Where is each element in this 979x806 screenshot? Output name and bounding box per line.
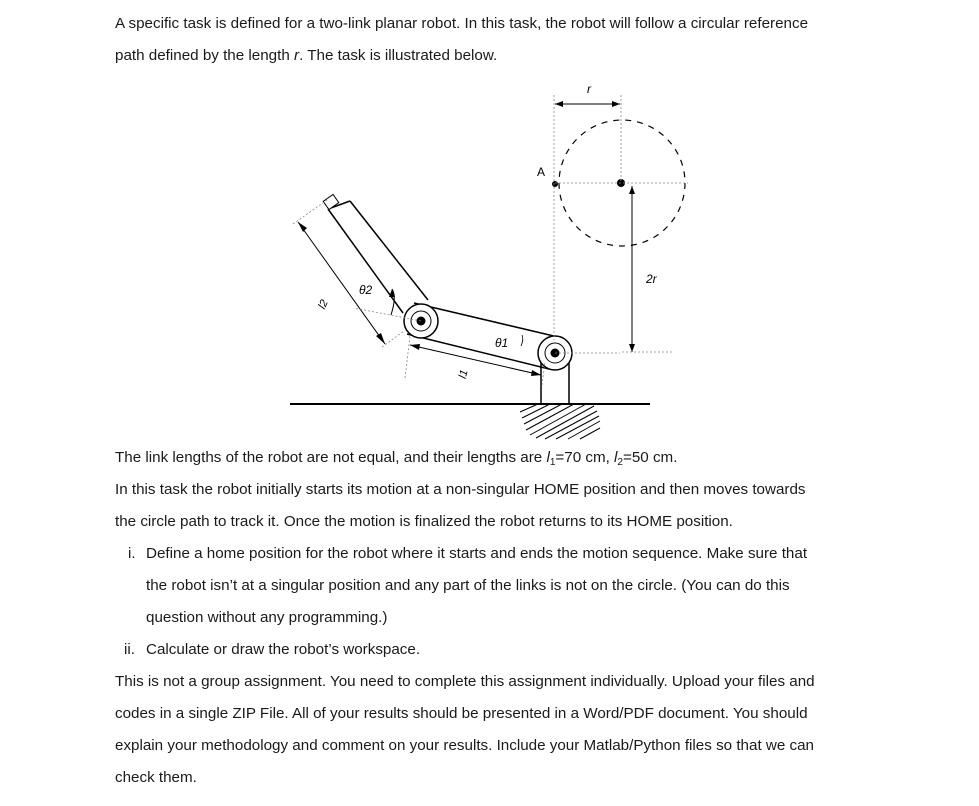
label-2r: 2r [646,272,657,286]
question-1-line-1: i. Define a home position for the robot where it starts and ends the motion sequence. Make sure that [128,538,867,570]
closing-line-1: This is not a group assignment. You need to complete this assignment individually. Upload your files and [115,673,815,690]
dimension-l2 [293,200,404,347]
label-l1: l1 [456,368,471,380]
dimension-r [555,101,620,107]
dimension-l1 [405,336,545,385]
label-r: r [587,82,591,96]
label-theta1: θ1 [495,336,509,350]
question-1-line-3: question without any programming.) [146,609,388,626]
link-lengths-line: The link lengths of the robot are not equal, and their lengths are $l_1=70$ cm, $l_2=50$ cm. [115,449,678,468]
task-line-2: the circle path to track it. Once the motion is finalized the robot returns to its HOME position. [115,513,733,530]
ground-hatch [520,404,600,439]
label-theta2: θ2 [359,283,373,297]
question-1-line-2: the robot isn’t at a singular position and any part of the links is not on the circle. (You can do this [146,577,790,594]
question-2-number: ii. [124,641,135,658]
intro-line-2: path defined by the length r. The task is illustrated below. [115,47,498,64]
link-2 [323,194,428,313]
dimension-2r [622,186,672,352]
task-line-1: In this task the robot initially starts its motion at a non-singular HOME position and then moves towards [115,481,806,498]
intro-line-1: A specific task is defined for a two-link planar robot. In this task, the robot will follow a circular reference [115,15,809,32]
question-2-line-1: ii. Calculate or draw the robot’s workspace. [124,634,863,666]
closing-line-3: explain your methodology and comment on your results. Include your Matlab/Python files so that we can [115,737,815,754]
question-1-number: i. [128,545,136,562]
closing-line-4: check them. [115,769,197,786]
label-l2: l2 [316,298,331,311]
closing-line-2: codes in a single ZIP File. All of your results should be presented in a Word/PDF document. You should [115,705,808,722]
point-A [552,181,558,187]
label-A: A [537,165,546,179]
